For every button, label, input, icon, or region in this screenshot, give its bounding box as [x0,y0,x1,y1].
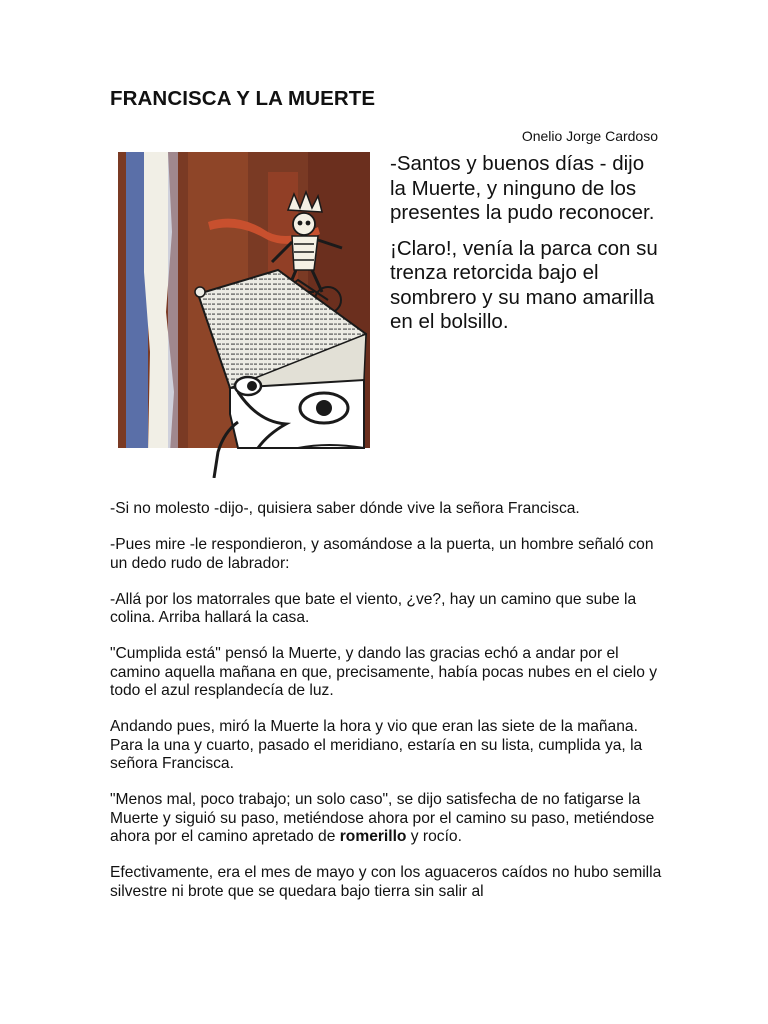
body-paragraph: -Si no molesto -dijo-, quisiera saber dónde vive la señora Francisca. [110,500,580,517]
body-paragraph [110,791,670,847]
body-paragraph: "Cumplida está" pensó la Muerte, y dando las gracias echó a andar por el camino aquella mañana en que, precisamente, había pocas nubes en el cielo y todo el azul resplandecía de luz. [110,645,658,699]
body-paragraph: Andando pues, miró la Muerte la hora y vio que eran las siete de la mañana. Para la una y cuarto, pasado el meridiano, estaría en su lista, cumplida ya, la señora Francisca. [110,718,643,772]
intro-text [390,152,658,346]
paragraph-text: "Menos mal, poco trabajo; un solo caso", se dijo satisfecha de no fatigarse la Muerte y siguió su paso, metiéndose ahora por el camino su paso, metiéndose ahora por el camino apretado de [110,791,655,845]
intro-paragraph: ¡Claro!, venía la parca con su trenza retorcida bajo el sombrero y su mano amarilla en el bolsillo. [390,236,658,333]
page-title: FRANCISCA Y LA MUERTE [110,87,376,110]
author-name: Onelio Jorge Cardoso [521,128,658,144]
bold-word: romerillo [339,828,407,845]
body-paragraph: Efectivamente, era el mes de mayo y con los aguaceros caídos no hubo semilla silvestre ni brote que se quedara bajo tierra sin salir al [110,864,662,900]
body-paragraph: -Allá por los matorrales que bate el viento, ¿ve?, hay un camino que sube la colina. Arriba hallará la casa. [110,590,637,626]
story-illustration [118,152,370,478]
intro-paragraph: -Santos y buenos días - dijo la Muerte, y ninguno de los presentes la pudo reconocer. [390,152,655,224]
paragraph-text: y rocío. [406,828,462,845]
story-body [110,500,670,919]
body-paragraph: -Pues mire -le respondieron, y asomándose a la puerta, un hombre señaló con un dedo rudo de labrador: [110,536,654,572]
